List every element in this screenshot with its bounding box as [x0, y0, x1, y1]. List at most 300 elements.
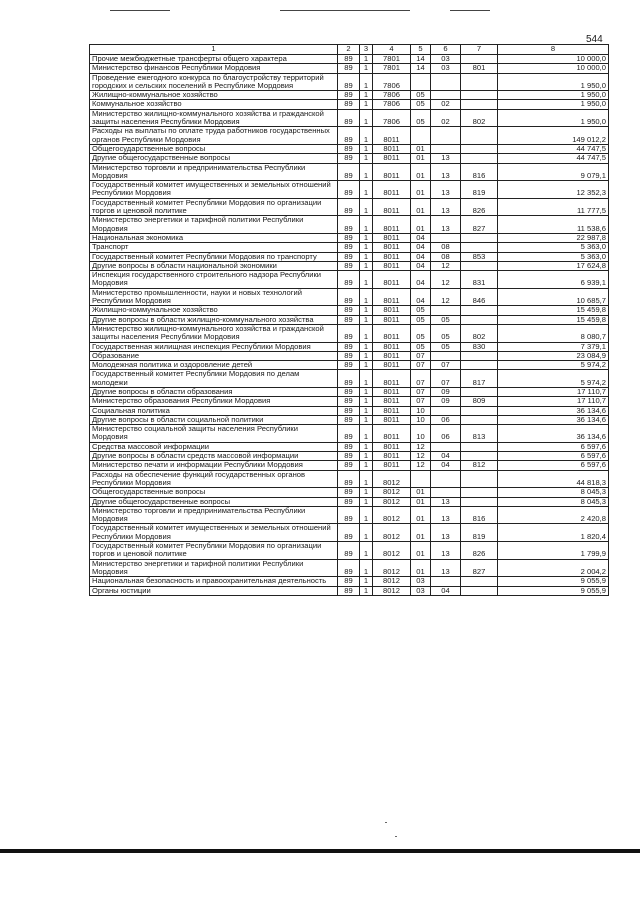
row-name-cell: Другие общегосударственные вопросы: [90, 154, 338, 163]
code-cell: 8012: [373, 497, 411, 506]
code-cell: 1: [360, 271, 373, 289]
code-cell: 8011: [373, 361, 411, 370]
row-name-cell: Молодежная политика и оздоровление детей: [90, 361, 338, 370]
row-name-cell: Государственный комитет имущественных и земельных отношений Республики Мордовия: [90, 181, 338, 199]
code-cell: 89: [338, 488, 360, 497]
amount-cell: 6 597,6: [498, 442, 609, 451]
code-cell: [461, 415, 498, 424]
code-cell: 8011: [373, 216, 411, 234]
row-name-cell: Жилищно-коммунальное хозяйство: [90, 306, 338, 315]
amount-cell: 10 000,0: [498, 55, 609, 64]
code-cell: 02: [431, 109, 461, 127]
table-row: [90, 127, 609, 145]
code-cell: 7806: [373, 73, 411, 91]
code-cell: 8011: [373, 351, 411, 360]
row-name-cell: Другие общегосударственные вопросы: [90, 497, 338, 506]
amount-cell: 5 363,0: [498, 252, 609, 261]
code-cell: 89: [338, 243, 360, 252]
code-cell: 13: [431, 559, 461, 577]
code-cell: 89: [338, 461, 360, 470]
code-cell: 01: [411, 216, 431, 234]
code-cell: 801: [461, 64, 498, 73]
code-cell: 01: [411, 524, 431, 542]
code-cell: 07: [411, 361, 431, 370]
scan-artifact-line: [280, 10, 410, 11]
code-cell: 10: [411, 406, 431, 415]
code-cell: 13: [431, 542, 461, 560]
code-cell: 13: [431, 216, 461, 234]
code-cell: 04: [411, 261, 431, 270]
code-cell: 1: [360, 442, 373, 451]
code-cell: 03: [431, 55, 461, 64]
code-cell: 1: [360, 127, 373, 145]
amount-cell: 17 110,7: [498, 397, 609, 406]
code-cell: 89: [338, 144, 360, 153]
row-name-cell: Министерство промышленности, науки и новых технологий Республики Мордовия: [90, 288, 338, 306]
code-cell: [461, 154, 498, 163]
row-name-cell: Государственный комитет Республики Мордовия по делам молодежи: [90, 370, 338, 388]
code-cell: 05: [431, 342, 461, 351]
code-cell: 89: [338, 154, 360, 163]
amount-cell: 5 974,2: [498, 370, 609, 388]
code-cell: 819: [461, 181, 498, 199]
code-cell: [461, 488, 498, 497]
code-cell: 1: [360, 470, 373, 488]
code-cell: 8011: [373, 261, 411, 270]
code-cell: 8011: [373, 397, 411, 406]
code-cell: 8011: [373, 163, 411, 181]
code-cell: 809: [461, 397, 498, 406]
code-cell: 819: [461, 524, 498, 542]
code-cell: 1: [360, 506, 373, 524]
code-cell: 7806: [373, 100, 411, 109]
code-cell: 01: [411, 542, 431, 560]
code-cell: 1: [360, 342, 373, 351]
table-row: [90, 488, 609, 497]
amount-cell: 9 079,1: [498, 163, 609, 181]
table-row: [90, 243, 609, 252]
code-cell: 1: [360, 524, 373, 542]
amount-cell: 7 379,1: [498, 342, 609, 351]
column-header: 5: [411, 45, 431, 55]
amount-cell: 8 080,7: [498, 324, 609, 342]
amount-cell: 6 939,1: [498, 271, 609, 289]
code-cell: [431, 406, 461, 415]
code-cell: 09: [431, 397, 461, 406]
code-cell: 7801: [373, 64, 411, 73]
code-cell: 8011: [373, 387, 411, 396]
scan-artifact-line: [450, 10, 490, 11]
code-cell: 1: [360, 64, 373, 73]
code-cell: 8012: [373, 470, 411, 488]
code-cell: [461, 91, 498, 100]
amount-cell: 6 597,6: [498, 452, 609, 461]
row-name-cell: Другие вопросы в области жилищно-коммунального хозяйства: [90, 315, 338, 324]
code-cell: 8012: [373, 586, 411, 595]
code-cell: [411, 470, 431, 488]
code-cell: 8011: [373, 233, 411, 242]
code-cell: 01: [411, 198, 431, 216]
amount-cell: 11 538,6: [498, 216, 609, 234]
code-cell: 04: [431, 461, 461, 470]
code-cell: [461, 361, 498, 370]
code-cell: 13: [431, 524, 461, 542]
table-row: [90, 306, 609, 315]
code-cell: 89: [338, 55, 360, 64]
row-name-cell: Государственный комитет Республики Мордовия по транспорту: [90, 252, 338, 261]
table-header-row: [90, 45, 609, 55]
code-cell: 812: [461, 461, 498, 470]
code-cell: 89: [338, 91, 360, 100]
code-cell: 89: [338, 288, 360, 306]
table-row: [90, 506, 609, 524]
row-name-cell: Министерство энергетики и тарифной политики Республики Мордовия: [90, 559, 338, 577]
table-row: [90, 452, 609, 461]
code-cell: 89: [338, 425, 360, 443]
table-row: [90, 415, 609, 424]
code-cell: 8011: [373, 198, 411, 216]
code-cell: 8011: [373, 154, 411, 163]
code-cell: [461, 470, 498, 488]
amount-cell: 1 950,0: [498, 109, 609, 127]
amount-cell: 17 110,7: [498, 387, 609, 396]
amount-cell: 44 747,5: [498, 144, 609, 153]
table-row: [90, 470, 609, 488]
code-cell: 8011: [373, 306, 411, 315]
code-cell: 1: [360, 577, 373, 586]
column-header: 4: [373, 45, 411, 55]
code-cell: 89: [338, 542, 360, 560]
code-cell: 89: [338, 397, 360, 406]
code-cell: 10: [411, 415, 431, 424]
code-cell: 7801: [373, 55, 411, 64]
row-name-cell: Министерство финансов Республики Мордовия: [90, 64, 338, 73]
table-row: [90, 252, 609, 261]
code-cell: 846: [461, 288, 498, 306]
code-cell: 89: [338, 64, 360, 73]
code-cell: 7806: [373, 91, 411, 100]
amount-cell: 1 799,9: [498, 542, 609, 560]
amount-cell: 22 987,8: [498, 233, 609, 242]
code-cell: 1: [360, 415, 373, 424]
table-row: [90, 181, 609, 199]
code-cell: 8011: [373, 406, 411, 415]
code-cell: 8011: [373, 342, 411, 351]
code-cell: 89: [338, 415, 360, 424]
code-cell: 04: [411, 288, 431, 306]
code-cell: 826: [461, 542, 498, 560]
code-cell: 05: [411, 91, 431, 100]
code-cell: 8012: [373, 542, 411, 560]
code-cell: 89: [338, 216, 360, 234]
row-name-cell: Министерство энергетики и тарифной политики Республики Мордовия: [90, 216, 338, 234]
row-name-cell: Проведение ежегодного конкурса по благоустройству территорий городских и сельских поселений в Республике Мордовия: [90, 73, 338, 91]
code-cell: 13: [431, 163, 461, 181]
code-cell: 8011: [373, 452, 411, 461]
code-cell: 1: [360, 288, 373, 306]
table-row: [90, 315, 609, 324]
row-name-cell: Другие вопросы в области образования: [90, 387, 338, 396]
code-cell: 802: [461, 109, 498, 127]
amount-cell: 149 012,2: [498, 127, 609, 145]
code-cell: [431, 442, 461, 451]
amount-cell: 2 004,2: [498, 559, 609, 577]
code-cell: [461, 442, 498, 451]
code-cell: 04: [431, 452, 461, 461]
code-cell: 1: [360, 252, 373, 261]
code-cell: [461, 351, 498, 360]
row-name-cell: Министерство торговли и предпринимательства Республики Мордовия: [90, 163, 338, 181]
code-cell: 8011: [373, 271, 411, 289]
row-name-cell: Общегосударственные вопросы: [90, 488, 338, 497]
code-cell: 89: [338, 470, 360, 488]
code-cell: 89: [338, 324, 360, 342]
code-cell: 853: [461, 252, 498, 261]
table-row: [90, 324, 609, 342]
code-cell: 89: [338, 497, 360, 506]
code-cell: [411, 127, 431, 145]
amount-cell: 9 055,9: [498, 586, 609, 595]
row-name-cell: Прочие межбюджетные трансферты общего характера: [90, 55, 338, 64]
code-cell: 1: [360, 144, 373, 153]
table-row: [90, 198, 609, 216]
code-cell: 12: [411, 461, 431, 470]
code-cell: 8011: [373, 370, 411, 388]
code-cell: 07: [411, 387, 431, 396]
code-cell: 89: [338, 351, 360, 360]
code-cell: 89: [338, 452, 360, 461]
code-cell: 89: [338, 127, 360, 145]
code-cell: 1: [360, 488, 373, 497]
code-cell: 1: [360, 163, 373, 181]
row-name-cell: Социальная политика: [90, 406, 338, 415]
code-cell: 8012: [373, 524, 411, 542]
code-cell: [461, 233, 498, 242]
code-cell: 07: [431, 370, 461, 388]
code-cell: 8011: [373, 243, 411, 252]
code-cell: 01: [411, 497, 431, 506]
code-cell: [411, 73, 431, 91]
code-cell: 1: [360, 73, 373, 91]
code-cell: [431, 351, 461, 360]
code-cell: 04: [431, 586, 461, 595]
code-cell: 8011: [373, 288, 411, 306]
code-cell: 1: [360, 198, 373, 216]
code-cell: 12: [411, 442, 431, 451]
code-cell: [431, 577, 461, 586]
code-cell: 1: [360, 100, 373, 109]
amount-cell: 1 950,0: [498, 91, 609, 100]
code-cell: 89: [338, 163, 360, 181]
code-cell: 12: [431, 288, 461, 306]
code-cell: [431, 73, 461, 91]
code-cell: [461, 243, 498, 252]
code-cell: 01: [411, 154, 431, 163]
code-cell: 1: [360, 324, 373, 342]
row-name-cell: Национальная безопасность и правоохранительная деятельность: [90, 577, 338, 586]
code-cell: 89: [338, 577, 360, 586]
code-cell: 14: [411, 55, 431, 64]
code-cell: [461, 100, 498, 109]
scan-artifact-line: [110, 10, 170, 11]
amount-cell: 15 459,8: [498, 315, 609, 324]
code-cell: 13: [431, 181, 461, 199]
row-name-cell: Другие вопросы в области средств массовой информации: [90, 452, 338, 461]
amount-cell: 1 950,0: [498, 73, 609, 91]
amount-cell: 44 818,3: [498, 470, 609, 488]
code-cell: 13: [431, 198, 461, 216]
amount-cell: 5 363,0: [498, 243, 609, 252]
code-cell: [431, 144, 461, 153]
amount-cell: 15 459,8: [498, 306, 609, 315]
code-cell: [431, 233, 461, 242]
row-name-cell: Образование: [90, 351, 338, 360]
code-cell: 89: [338, 387, 360, 396]
code-cell: 816: [461, 163, 498, 181]
code-cell: 802: [461, 324, 498, 342]
code-cell: 89: [338, 559, 360, 577]
code-cell: 89: [338, 271, 360, 289]
row-name-cell: Инспекция государственного строительного надзора Республики Мордовия: [90, 271, 338, 289]
code-cell: 07: [411, 351, 431, 360]
code-cell: 1: [360, 361, 373, 370]
amount-cell: 36 134,6: [498, 406, 609, 415]
code-cell: 89: [338, 306, 360, 315]
amount-cell: 6 597,6: [498, 461, 609, 470]
code-cell: [431, 127, 461, 145]
row-name-cell: Министерство жилищно-коммунального хозяйства и гражданской защиты населения Республики Мордовия: [90, 324, 338, 342]
table-row: [90, 100, 609, 109]
code-cell: [461, 144, 498, 153]
code-cell: 1: [360, 154, 373, 163]
code-cell: 8012: [373, 577, 411, 586]
code-cell: [431, 488, 461, 497]
code-cell: [431, 91, 461, 100]
code-cell: 05: [431, 315, 461, 324]
row-name-cell: Государственный комитет Республики Мордовия по организации торгов и ценовой политике: [90, 198, 338, 216]
amount-cell: 11 777,5: [498, 198, 609, 216]
code-cell: 1: [360, 315, 373, 324]
code-cell: [461, 452, 498, 461]
code-cell: 13: [431, 497, 461, 506]
code-cell: 05: [411, 100, 431, 109]
code-cell: 1: [360, 461, 373, 470]
code-cell: 8011: [373, 315, 411, 324]
table-row: [90, 577, 609, 586]
code-cell: 1: [360, 181, 373, 199]
amount-cell: 9 055,9: [498, 577, 609, 586]
code-cell: 1: [360, 243, 373, 252]
code-cell: 89: [338, 524, 360, 542]
code-cell: 8011: [373, 415, 411, 424]
code-cell: [461, 55, 498, 64]
code-cell: [461, 315, 498, 324]
table-row: [90, 91, 609, 100]
code-cell: 1: [360, 497, 373, 506]
amount-cell: 17 624,8: [498, 261, 609, 270]
code-cell: 05: [411, 306, 431, 315]
row-name-cell: Министерство жилищно-коммунального хозяйства и гражданской защиты населения Республики Мордовия: [90, 109, 338, 127]
code-cell: 03: [411, 577, 431, 586]
amount-cell: 1 820,4: [498, 524, 609, 542]
amount-cell: 1 950,0: [498, 100, 609, 109]
code-cell: 05: [411, 324, 431, 342]
code-cell: 817: [461, 370, 498, 388]
code-cell: 12: [431, 261, 461, 270]
row-name-cell: Расходы на обеспечение функций государственных органов Республики Мордовия: [90, 470, 338, 488]
code-cell: 8011: [373, 461, 411, 470]
code-cell: 1: [360, 452, 373, 461]
code-cell: 8011: [373, 324, 411, 342]
code-cell: 1: [360, 216, 373, 234]
code-cell: 8011: [373, 127, 411, 145]
code-cell: 06: [431, 425, 461, 443]
code-cell: 01: [411, 144, 431, 153]
row-name-cell: Общегосударственные вопросы: [90, 144, 338, 153]
code-cell: 03: [431, 64, 461, 73]
code-cell: 8012: [373, 506, 411, 524]
column-header: 3: [360, 45, 373, 55]
code-cell: 8012: [373, 488, 411, 497]
amount-cell: 10 000,0: [498, 64, 609, 73]
code-cell: 12: [431, 271, 461, 289]
code-cell: [461, 261, 498, 270]
code-cell: 89: [338, 361, 360, 370]
row-name-cell: Жилищно-коммунальное хозяйство: [90, 91, 338, 100]
table-row: [90, 387, 609, 396]
code-cell: [461, 73, 498, 91]
code-cell: 8011: [373, 425, 411, 443]
row-name-cell: Министерство торговли и предпринимательства Республики Мордовия: [90, 506, 338, 524]
table-row: [90, 261, 609, 270]
code-cell: 08: [431, 252, 461, 261]
table-row: [90, 559, 609, 577]
table-row: [90, 370, 609, 388]
row-name-cell: Государственная жилищная инспекция Республики Мордовия: [90, 342, 338, 351]
table-row: [90, 233, 609, 242]
code-cell: 8011: [373, 181, 411, 199]
row-name-cell: Министерство образования Республики Мордовия: [90, 397, 338, 406]
table-row: [90, 271, 609, 289]
code-cell: 1: [360, 406, 373, 415]
code-cell: 89: [338, 181, 360, 199]
code-cell: 10: [411, 425, 431, 443]
code-cell: 09: [431, 387, 461, 396]
code-cell: 05: [411, 315, 431, 324]
code-cell: [431, 470, 461, 488]
code-cell: 08: [431, 243, 461, 252]
table-row: [90, 64, 609, 73]
code-cell: 05: [411, 109, 431, 127]
code-cell: 89: [338, 252, 360, 261]
code-cell: 07: [411, 397, 431, 406]
amount-cell: 5 974,2: [498, 361, 609, 370]
row-name-cell: Органы юстиции: [90, 586, 338, 595]
code-cell: 89: [338, 442, 360, 451]
code-cell: 02: [431, 100, 461, 109]
amount-cell: 10 685,7: [498, 288, 609, 306]
code-cell: 89: [338, 406, 360, 415]
code-cell: 8011: [373, 252, 411, 261]
code-cell: 1: [360, 397, 373, 406]
code-cell: 89: [338, 198, 360, 216]
code-cell: 04: [411, 252, 431, 261]
code-cell: 04: [411, 243, 431, 252]
code-cell: 04: [411, 271, 431, 289]
code-cell: 813: [461, 425, 498, 443]
code-cell: 1: [360, 370, 373, 388]
table-row: [90, 461, 609, 470]
